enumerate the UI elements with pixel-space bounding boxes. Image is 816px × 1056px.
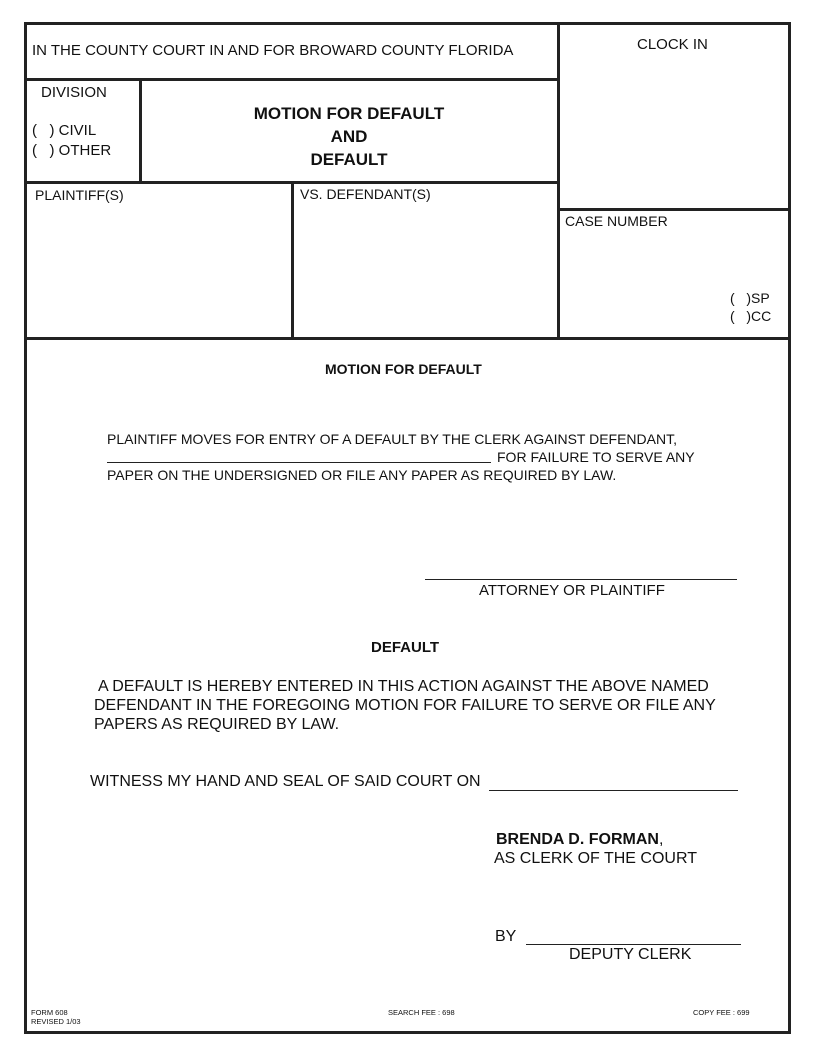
other-option[interactable]: ( ) OTHER — [32, 142, 112, 159]
motion-heading: MOTION FOR DEFAULT — [325, 361, 482, 377]
cc-option[interactable]: ( )CC — [730, 308, 772, 324]
header-bottom-divider — [25, 337, 791, 340]
default-heading: DEFAULT — [371, 639, 440, 656]
by-label: BY — [495, 928, 517, 945]
parties-divider — [291, 183, 294, 339]
revised-date: REVISED 1/03 — [31, 1017, 81, 1026]
default-line-2: DEFENDANT IN THE FOREGOING MOTION FOR FAILURE TO SERVE OR FILE ANY — [94, 697, 716, 714]
clerk-name-line — [496, 831, 663, 849]
motion-line-1: PLAINTIFF MOVES FOR ENTRY OF A DEFAULT BY THE CLERK AGAINST DEFENDANT, — [107, 431, 677, 447]
form-title-line-3: DEFAULT — [310, 150, 388, 169]
court-line-divider — [25, 78, 559, 81]
motion-line-3: PAPER ON THE UNDERSIGNED OR FILE ANY PAPER AS REQUIRED BY LAW. — [107, 467, 617, 483]
deputy-signature-line[interactable] — [526, 928, 741, 945]
form-title — [142, 102, 556, 171]
sp-option[interactable]: ( )SP — [730, 290, 770, 306]
witness-statement: WITNESS MY HAND AND SEAL OF SAID COURT ON — [90, 773, 481, 790]
search-fee: SEARCH FEE : 698 — [388, 1008, 455, 1017]
civil-option[interactable]: ( ) CIVIL — [32, 122, 97, 139]
defendant-name-blank[interactable] — [107, 449, 491, 463]
attorney-signature-label: ATTORNEY OR PLAINTIFF — [479, 582, 665, 599]
default-line-3: PAPERS AS REQUIRED BY LAW. — [94, 716, 340, 733]
court-line: IN THE COUNTY COURT IN AND FOR BROWARD COUNTY FLORIDA — [32, 42, 514, 59]
division-label: DIVISION — [41, 84, 107, 101]
default-line-1: A DEFAULT IS HEREBY ENTERED IN THIS ACTION AGAINST THE ABOVE NAMED — [98, 678, 709, 695]
plaintiffs-label: PLAINTIFF(S) — [35, 187, 124, 203]
clock-in-divider — [558, 208, 791, 211]
clock-in-label: CLOCK IN — [637, 36, 708, 53]
clerk-name: BRENDA D. FORMAN — [496, 831, 659, 848]
defendants-label: VS. DEFENDANT(S) — [300, 186, 431, 202]
form-title-line-2: AND — [330, 127, 368, 146]
form-number: FORM 608 — [31, 1008, 68, 1017]
clerk-name-comma: , — [658, 831, 664, 848]
motion-line-2: FOR FAILURE TO SERVE ANY — [497, 449, 695, 465]
copy-fee: COPY FEE : 699 — [693, 1008, 750, 1017]
case-number-label: CASE NUMBER — [565, 213, 668, 229]
deputy-clerk-label: DEPUTY CLERK — [569, 946, 692, 963]
form-title-line-1: MOTION FOR DEFAULT — [253, 104, 445, 123]
witness-date-blank[interactable] — [489, 774, 738, 791]
clerk-title: AS CLERK OF THE COURT — [494, 850, 697, 867]
attorney-signature-line[interactable] — [425, 563, 737, 580]
